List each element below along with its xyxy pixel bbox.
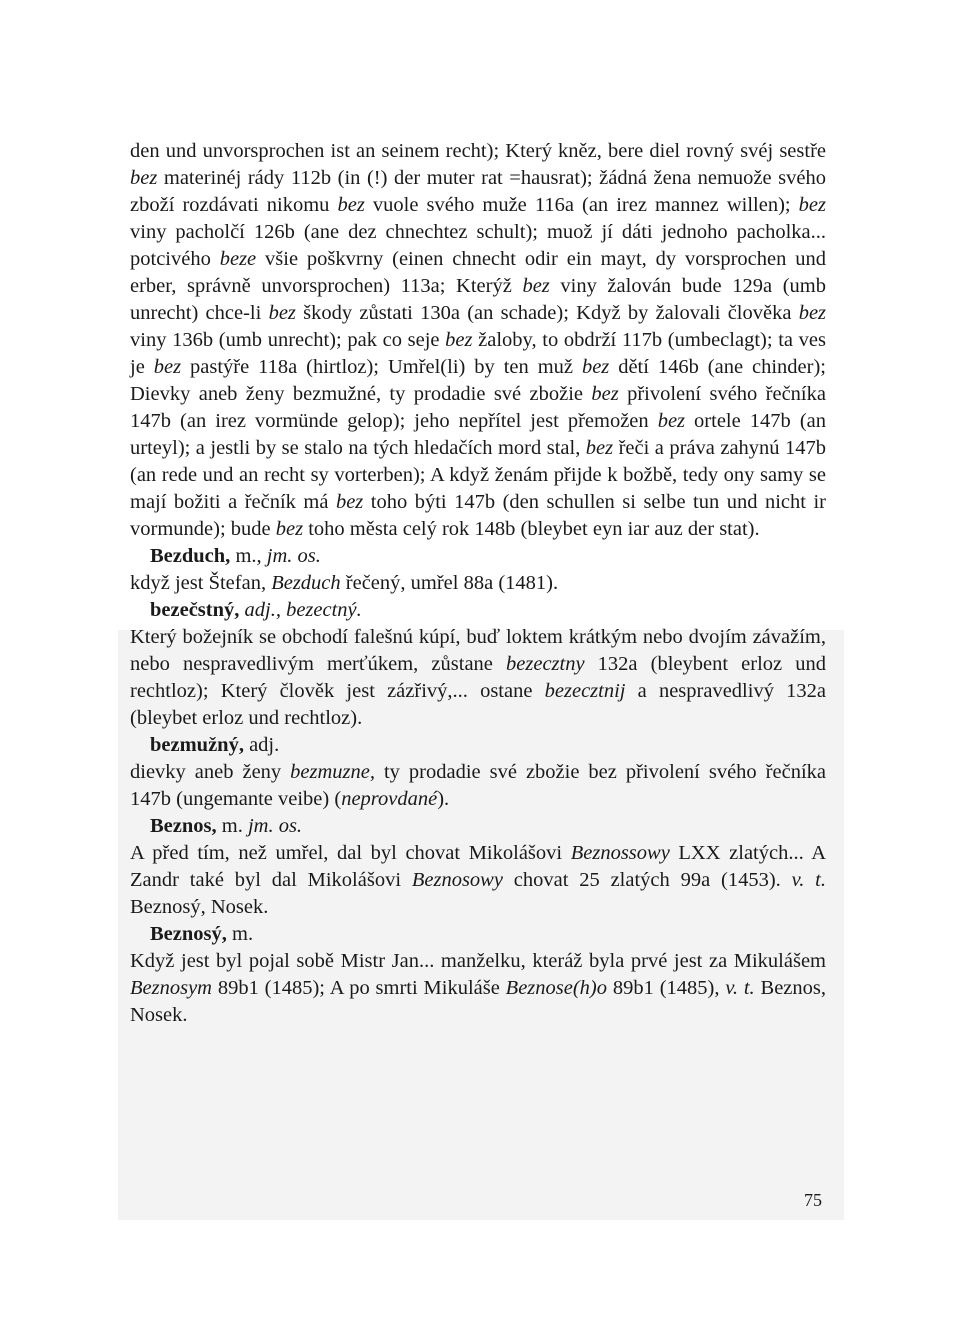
text-run: a nespravedlivý 132a (bleybet erloz und rechtloz). [130, 680, 826, 729]
text-run: 89b1 (1485), [607, 977, 726, 999]
page-number: 75 [804, 1190, 822, 1210]
italic-run: bezecztny [506, 653, 585, 675]
italic-run: v. t. [791, 869, 826, 891]
text-run: chovat 25 zlatých 99a (1453). [502, 869, 792, 891]
entry-citation [130, 570, 826, 597]
dictionary-entry [130, 813, 826, 921]
text-run: viny pacholčí 126b (ane dez chnechtez schult); muož jí dáti jednoho pacholka... potcivého [130, 221, 826, 270]
italic-run: bez [798, 302, 827, 324]
text-run: škody zůstati 130a (an schade); Když by žalovali člověka [295, 302, 799, 324]
dictionary-entry [130, 543, 826, 597]
text-run: materinéj rády 112b (in (!) der muter rat =hausrat); žádná žena nemuože svého zboží rozdávati nikomu [130, 167, 826, 216]
grammar-note: m., [230, 545, 267, 567]
text-run: A před tím, než umřel, dal byl chovat Mikolášovi [130, 842, 571, 864]
headword: bezmužný, [150, 734, 244, 756]
italic-run: bez [522, 275, 550, 297]
grammar-note: m. [226, 923, 254, 945]
headword-line [130, 732, 826, 759]
headword: bezečstný, [150, 599, 240, 621]
italic-run: bez [591, 383, 619, 405]
italic-run: bezmuzne, [290, 761, 375, 783]
dictionary-text [130, 138, 826, 1029]
text-run: Beznosý, Nosek. [130, 896, 269, 918]
dictionary-entries [130, 543, 826, 1029]
italic-run: bez [798, 194, 826, 216]
grammar-note: m. [216, 815, 248, 837]
text-run: přivolení svého řečníka 147b (an irez vormünde gelop); jeho nepřítel jest přemožen [130, 383, 826, 432]
headword-line [130, 921, 826, 948]
entry-citation [130, 759, 826, 813]
text-run: 132a (bleybent erloz und rechtloz); Který člověk jest zázřivý,... ostane [130, 653, 826, 702]
grammar-note-italic: jm. os. [266, 545, 321, 567]
text-run: řečený, umřel 88a (1481). [340, 572, 559, 594]
italic-run: bez [153, 356, 182, 378]
text-run: LXX zlatých... A Zandr také byl dal Mikolášovi [130, 842, 826, 891]
italic-run: v. t. [725, 977, 755, 999]
italic-run: neprovdané [341, 788, 438, 810]
text-run: pastýře 118a (hirtloz); Umřel(li) by ten muž [181, 356, 582, 378]
entry-citation [130, 624, 826, 732]
text-run: Beznos, Nosek. [130, 977, 826, 1026]
dictionary-entry [130, 732, 826, 813]
italic-run: Beznose(h)o [505, 977, 608, 999]
entry-citation [130, 840, 826, 921]
grammar-note-italic: adj., bezectný. [244, 599, 362, 621]
italic-run: bez [275, 518, 304, 540]
italic-run: bez [268, 302, 296, 324]
text-run: toho býti 147b (den schullen si selbe tun und nicht ir vormunde); bude [130, 491, 826, 540]
text-run: ty prodadie své zbožie bez přivolení svého řečníka 147b (ungemante veibe) ( [130, 761, 826, 810]
text-run: žaloby, to obdrží 117b (umbeclagt); ta ves je [130, 329, 826, 378]
italic-run: bez [585, 437, 614, 459]
text-run: Když jest byl pojal sobě Mistr Jan... manželku, kteráž byla prvé jest za Mikulášem [130, 950, 826, 972]
headword-line [130, 543, 826, 570]
grammar-note-italic: jm. os. [247, 815, 303, 837]
text-run: když jest Štefan, [130, 572, 272, 594]
italic-run: Bezduch [271, 572, 341, 594]
grammar-note: adj. [243, 734, 280, 756]
headword-line [130, 813, 826, 840]
italic-run: Beznosowy [411, 869, 503, 891]
italic-run: bez [335, 491, 364, 513]
text-run: viny žalován bude 129a (umb unrecht) chce-li [130, 275, 826, 324]
italic-run: bez [445, 329, 473, 351]
headword: Bezduch, [150, 545, 231, 567]
text-run: řeči a práva zahynú 147b (an rede und an recht sy vorterben); A když ženám přijde k božbě, tedy ony samy se mají božiti a řečník má [130, 437, 827, 513]
italic-run: bez [657, 410, 686, 432]
text-run: den und unvorsprochen ist an seinem recht); Který kněz, bere diel rovný svéj sestře [130, 140, 826, 162]
text-run: dievky aneb ženy [130, 761, 291, 783]
text-run: ). [437, 788, 450, 810]
text-run: 89b1 (1485); A po smrti Mikuláše [211, 977, 506, 999]
italic-run: bezecztnij [544, 680, 626, 702]
text-run: toho města celý rok 148b (bleybet eyn iar auz der stat). [303, 518, 760, 540]
dictionary-entry [130, 921, 826, 1029]
text-run: ortele 147b (an urteyl); a jestli by se stalo na tých hledačích mord stal, [130, 410, 826, 459]
dictionary-entry [130, 597, 826, 732]
entry-citation [130, 948, 826, 1029]
headword: Beznos, [150, 815, 217, 837]
italic-run: Beznossowy [570, 842, 670, 864]
text-run: vuole svého muže 116a (an irez mannez willen); [364, 194, 799, 216]
headword-line [130, 597, 826, 624]
italic-run: bez [337, 194, 365, 216]
italic-run: Beznosym [130, 977, 212, 999]
text-run: všie poškvrny (einen chnecht odir ein mayt, dy vorsprochen und erber, správně unvorsprochen) 113a; Kterýž [130, 248, 826, 297]
text-run: Který božejník se obchodí falešnú kúpí, buď loktem krátkým nebo dvojím závažím, nebo nespravedlivým merťúkem, zůstane [130, 626, 826, 675]
headword: Beznosý, [150, 923, 227, 945]
italic-run: bez [581, 356, 610, 378]
italic-run: bez [130, 167, 158, 189]
italic-run: beze [219, 248, 257, 270]
text-run: dětí 146b (ane chinder); Dievky aneb ženy bezmužné, ty prodadie své zbožie [130, 356, 827, 405]
continued-entry-paragraph [130, 138, 826, 543]
text-run: viny 136b (umb unrecht); pak co seje [130, 329, 446, 351]
